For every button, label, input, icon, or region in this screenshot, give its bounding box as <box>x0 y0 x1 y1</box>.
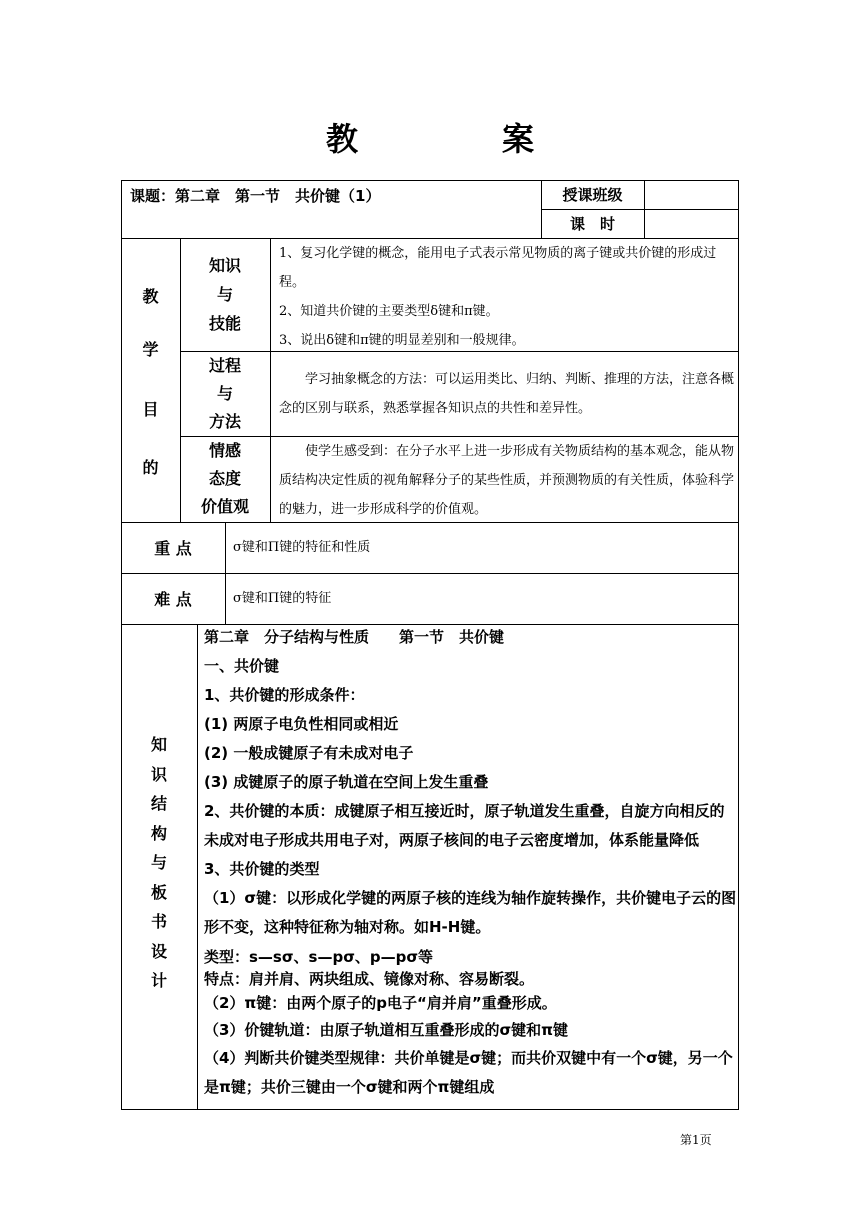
document-title: 教 案 <box>325 120 590 158</box>
board-line: 2、共价键的本质：成键原子相互接近时，原子轨道发生重叠，自旋方向相反的未成对电子形成共用电子对，两原子核间的电子云密度增加，体系能量降低 <box>204 802 725 849</box>
class-value <box>644 180 739 209</box>
board-line: (1) 两原子电负性相同或相近 <box>204 715 399 733</box>
board-line: （1）σ键：以形成化学键的两原子核的连线为轴作旋转操作，共价键电子云的图形不变，这种特征称为轴对称。如H-H键。 <box>204 889 737 936</box>
board-line: (2) 一般成键原子有未成对电子 <box>204 744 414 762</box>
objectives-section-label: 教 学 目 的 <box>142 287 159 477</box>
process-methods-label: 过程 与 方法 <box>208 355 241 431</box>
board-line: （4）判断共价键类型规律：共价单键是σ键；而共价双键中有一个σ键，另一个是π键；共价三键由一个σ键和两个π键组成 <box>204 1049 733 1096</box>
board-line: （2）π键：由两个原子的p电子“肩并肩”重叠形成。 <box>204 994 557 1012</box>
board-line: （3）价键轨道：由原子轨道相互重叠形成的σ键和π键 <box>204 1021 568 1039</box>
difficulty-label: 难 点 <box>154 590 192 609</box>
board-line: 类型：s—sσ、s—pσ、p—pσ等 <box>204 948 434 966</box>
board-line: 1、共价键的形成条件： <box>204 686 365 704</box>
knowledge-skills-content <box>279 238 734 355</box>
board-design-label: 知 识 结 构 与 板 书 设 计 <box>150 735 167 990</box>
board-line: 一、共价键 <box>204 657 280 675</box>
hours-value <box>644 209 739 238</box>
knowledge-skills-label: 知识 与 技能 <box>208 256 241 333</box>
hours-label: 课 时 <box>569 215 615 233</box>
key-point-label: 重 点 <box>154 539 192 558</box>
board-design-content <box>204 623 737 1102</box>
emotion-values-label: 情感 态度 价值观 <box>200 441 249 516</box>
page-number: 第1页 <box>680 1133 712 1147</box>
emotion-values-content: 使学生感受到：在分子水平上进一步形成有关物质结构的基本观念，能从物质结构决定性质的视角解释分子的某些性质，并预测物质的有关性质，体验科学的魅力，进一步形成科学的价值观。 <box>279 444 735 517</box>
key-point-content: σ键和Π键的特征和性质 <box>233 540 371 555</box>
lesson-topic: 课题：第二章 第一节 共价键（1） <box>130 187 381 205</box>
knowledge-line: 1、复习化学键的概念，能用电子式表示常见物质的离子键或共价键的形成过程。 <box>279 246 717 290</box>
board-line: 特点：肩并肩、两块组成、镜像对称、容易断裂。 <box>204 970 535 988</box>
board-line: 3、共价键的类型 <box>204 860 320 878</box>
knowledge-line: 3、说出δ键和π键的明显差别和一般规律。 <box>279 333 525 348</box>
class-label: 授课班级 <box>562 186 623 204</box>
process-methods-content: 学习抽象概念的方法：可以运用类比、归纳、判断、推理的方法，注意各概念的区别与联系，熟悉掌握各知识点的共性和差异性。 <box>279 372 735 416</box>
knowledge-line: 2、知道共价键的主要类型δ键和π键。 <box>279 304 499 319</box>
board-line: (3) 成键原子的原子轨道在空间上发生重叠 <box>204 773 489 791</box>
difficulty-content: σ键和Π键的特征 <box>233 591 332 606</box>
board-line: 第二章 分子结构与性质 第一节 共价键 <box>204 628 505 646</box>
